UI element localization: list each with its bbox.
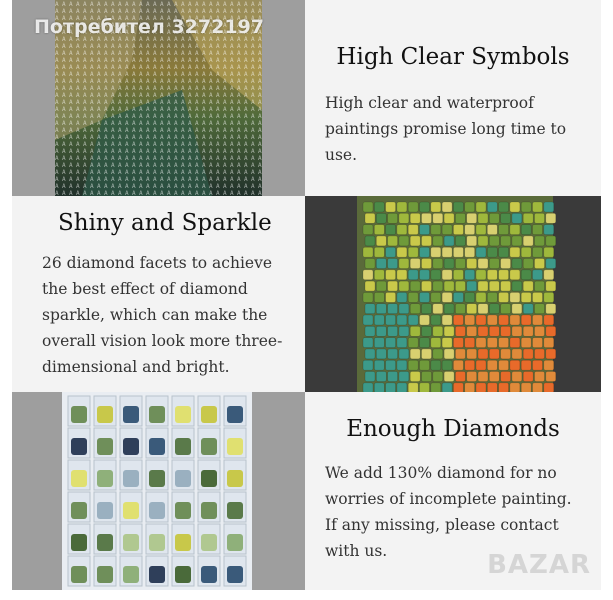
feature-enough-diamonds: [305, 392, 601, 590]
user-watermark: Потребител 3272197: [34, 16, 265, 38]
feature-high-clear-symbols: [305, 0, 601, 196]
symbols-canvas-image: [12, 0, 305, 196]
feature-title: Enough Diamonds: [346, 416, 560, 442]
bazar-logo: BAZAR: [487, 550, 591, 580]
feature-shiny-and-sparkle: [12, 196, 305, 392]
feature-description: We add 130% diamond for no worries of incomplete painting. If any missing, please contact with us.: [325, 464, 572, 560]
diamond-bags-image: [12, 392, 305, 590]
feature-title: High Clear Symbols: [336, 44, 570, 70]
diamond-closeup-image: [305, 196, 601, 392]
feature-title: Shiny and Sparkle: [58, 210, 272, 236]
feature-description: 26 diamond facets to achieve the best effect of diamond sparkle, which can make the overall vision look more three-dimensional and bright.: [42, 254, 283, 376]
feature-description: High clear and waterproof paintings promise long time to use.: [325, 94, 567, 164]
